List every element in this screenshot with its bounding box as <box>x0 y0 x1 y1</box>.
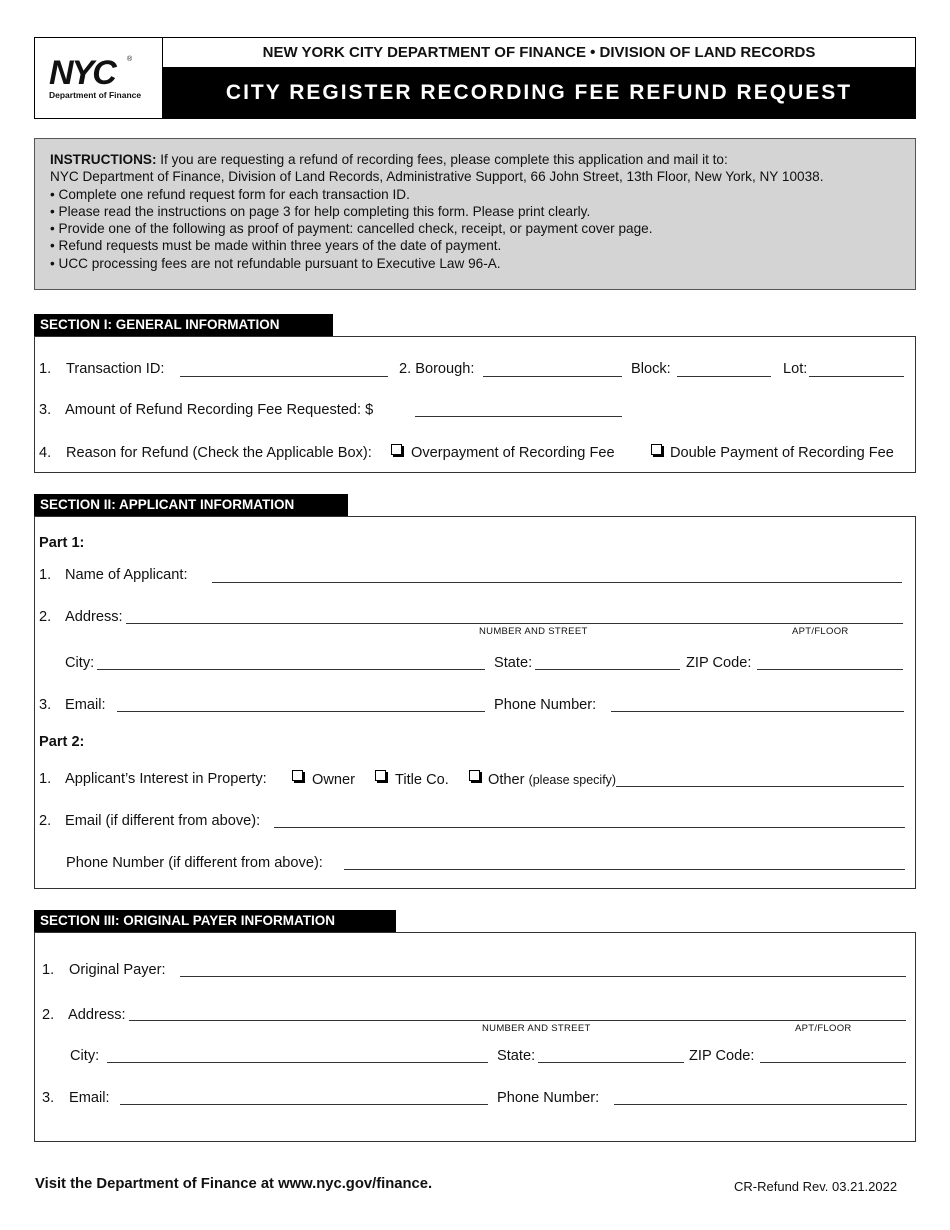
payer-address-field[interactable] <box>129 1020 906 1021</box>
item-number: 1. <box>39 771 52 787</box>
overpayment-checkbox[interactable] <box>391 444 402 455</box>
refund-amount-field[interactable] <box>415 416 622 417</box>
alt-email-label: Email (if different from above): <box>65 813 261 829</box>
logo-registered-mark: ® <box>127 56 133 63</box>
apt-floor-caption: APT/FLOOR <box>792 626 849 637</box>
lot-label: Lot: <box>783 361 808 377</box>
section-2-title: SECTION II: APPLICANT INFORMATION <box>34 494 348 516</box>
item-number: 4. <box>39 445 52 461</box>
applicant-name-field[interactable] <box>212 582 902 583</box>
part-1-heading: Part 1: <box>39 535 85 551</box>
borough-field[interactable] <box>483 376 622 377</box>
payer-email-field[interactable] <box>120 1104 488 1105</box>
instructions-label: INSTRUCTIONS: <box>50 152 157 167</box>
double-payment-label: Double Payment of Recording Fee <box>670 445 894 461</box>
number-street-caption: NUMBER AND STREET <box>479 626 588 637</box>
item-number: 1. <box>39 361 52 377</box>
title-co-checkbox[interactable] <box>375 770 386 781</box>
applicant-phone-field[interactable] <box>611 711 904 712</box>
applicant-address-label: Address: <box>65 609 123 625</box>
footer-website: Visit the Department of Finance at www.nyc.gov/finance. <box>35 1176 433 1192</box>
item-number: 1. <box>42 962 55 978</box>
block-field[interactable] <box>677 376 771 377</box>
title-co-label: Title Co. <box>395 772 449 788</box>
applicant-city-label: City: <box>65 655 95 671</box>
item-number: 2. <box>39 813 52 829</box>
overpayment-label: Overpayment of Recording Fee <box>411 445 615 461</box>
owner-checkbox[interactable] <box>292 770 303 781</box>
instruction-bullet: • Please read the instructions on page 3 for help completing this form. Please print clearly. <box>50 203 591 219</box>
section-3-box <box>34 932 916 1142</box>
payer-phone-label: Phone Number: <box>497 1090 600 1106</box>
payer-state-label: State: <box>497 1048 536 1064</box>
applicant-address-field[interactable] <box>126 623 903 624</box>
please-specify-text: (please specify) <box>528 773 617 787</box>
other-checkbox[interactable] <box>469 770 480 781</box>
payer-zip-field[interactable] <box>760 1062 906 1063</box>
instructions-box <box>34 138 916 290</box>
applicant-zip-label: ZIP Code: <box>686 655 752 671</box>
refund-amount-label: Amount of Refund Recording Fee Requested: $ <box>65 402 374 418</box>
item-number: 1. <box>39 567 52 583</box>
instruction-bullet: • Refund requests must be made within three years of the date of payment. <box>50 238 502 254</box>
block-label: Block: <box>631 361 671 377</box>
double-payment-checkbox[interactable] <box>651 444 662 455</box>
lot-field[interactable] <box>809 376 904 377</box>
transaction-id-field[interactable] <box>180 376 388 377</box>
alt-phone-label: Phone Number (if different from above): <box>66 855 323 871</box>
logo-text: NYC <box>49 54 115 92</box>
applicant-state-field[interactable] <box>535 669 680 670</box>
section-1-title: SECTION I: GENERAL INFORMATION <box>34 314 333 336</box>
other-text: Other <box>488 772 525 788</box>
borough-label: 2. Borough: <box>399 361 475 377</box>
applicant-city-field[interactable] <box>97 669 485 670</box>
number-street-caption: NUMBER AND STREET <box>482 1023 591 1034</box>
form-title: CITY REGISTER RECORDING FEE REFUND REQUEST <box>163 67 915 118</box>
payer-phone-field[interactable] <box>614 1104 907 1105</box>
applicant-interest-label: Applicant’s Interest in Property: <box>65 771 267 787</box>
payer-city-label: City: <box>70 1048 100 1064</box>
instruction-bullet: • Provide one of the following as proof of payment: cancelled check, receipt, or payment cover page. <box>50 221 653 237</box>
mailing-address: NYC Department of Finance, Division of Land Records, Administrative Support, 66 John Street, 13th Floor, New York, NY 10038. <box>50 169 824 185</box>
transaction-id-label: Transaction ID: <box>66 361 165 377</box>
apt-floor-caption: APT/FLOOR <box>795 1023 852 1034</box>
instruction-bullet: • UCC processing fees are not refundable pursuant to Executive Law 96-A. <box>50 255 501 271</box>
item-number: 3. <box>42 1090 55 1106</box>
applicant-name-label: Name of Applicant: <box>65 567 188 583</box>
payer-zip-label: ZIP Code: <box>689 1048 755 1064</box>
owner-label: Owner <box>312 772 355 788</box>
alt-email-field[interactable] <box>274 827 905 828</box>
refund-reason-label: Reason for Refund (Check the Applicable Box): <box>66 445 372 461</box>
payer-state-field[interactable] <box>538 1062 684 1063</box>
agency-name: NEW YORK CITY DEPARTMENT OF FINANCE • DIVISION OF LAND RECORDS <box>262 44 816 61</box>
instructions-intro-text: If you are requesting a refund of recording fees, please complete this application and mail it to: <box>156 152 728 167</box>
applicant-zip-field[interactable] <box>757 669 903 670</box>
item-number: 3. <box>39 402 52 418</box>
applicant-email-field[interactable] <box>117 711 485 712</box>
item-number: 2. <box>42 1007 55 1023</box>
instruction-bullet: • Complete one refund request form for each transaction ID. <box>50 186 410 202</box>
applicant-state-label: State: <box>494 655 533 671</box>
logo-department: Department of Finance <box>49 90 142 100</box>
applicant-email-label: Email: <box>65 697 106 713</box>
alt-phone-field[interactable] <box>344 869 905 870</box>
original-payer-field[interactable] <box>180 976 906 977</box>
applicant-phone-label: Phone Number: <box>494 697 597 713</box>
item-number: 2. <box>39 609 52 625</box>
other-label <box>488 773 616 788</box>
payer-address-label: Address: <box>68 1007 126 1023</box>
payer-email-label: Email: <box>69 1090 110 1106</box>
form-header <box>34 37 916 119</box>
item-number: 3. <box>39 697 52 713</box>
section-3-title: SECTION III: ORIGINAL PAYER INFORMATION <box>34 910 396 932</box>
original-payer-label: Original Payer: <box>69 962 166 978</box>
part-2-heading: Part 2: <box>39 734 85 750</box>
form-revision: CR-Refund Rev. 03.21.2022 <box>734 1179 898 1194</box>
nyc-logo <box>35 38 163 118</box>
payer-city-field[interactable] <box>107 1062 488 1063</box>
other-specify-field[interactable] <box>616 786 904 787</box>
instructions-intro <box>50 151 915 168</box>
